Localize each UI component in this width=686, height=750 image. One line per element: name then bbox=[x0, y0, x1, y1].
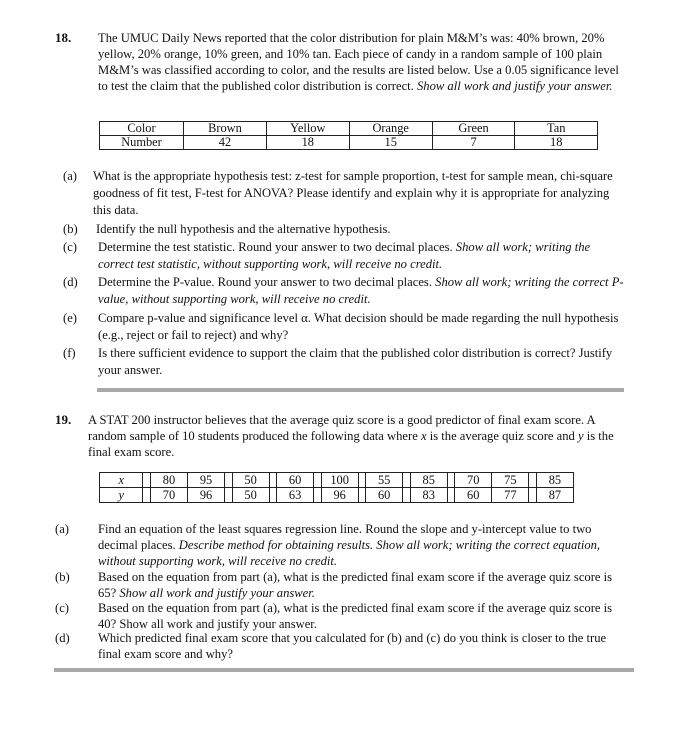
table-cell: 42 bbox=[184, 136, 267, 150]
table-cell: Yellow bbox=[266, 122, 349, 136]
part-label: (a) bbox=[55, 522, 69, 536]
table-spacer bbox=[143, 473, 150, 488]
part-text: What is the appropriate hypothesis test: z-test for sample proportion, t-test for sample mean, chi-square goodness of fit test, F-test for ANOVA? Please identify and explain why it is appropriate for analyzing this data. bbox=[93, 169, 613, 217]
table-cell: 7 bbox=[432, 136, 515, 150]
table-spacer bbox=[314, 488, 321, 503]
part-instruction: Describe method for obtaining results. Show all work; writing the correct equation, without supporting work, will receive no credit. bbox=[98, 538, 601, 568]
question-18-intro-instruction: Show all work and justify your answer. bbox=[416, 79, 613, 93]
question-18-number: 18. bbox=[55, 30, 72, 45]
table-cell: 50 bbox=[232, 473, 269, 488]
part-text: Based on the equation from part (a), what is the predicted final exam score if the average quiz score is 65? bbox=[98, 570, 613, 600]
table-cell: 60 bbox=[366, 488, 403, 503]
x-variable: x bbox=[420, 429, 427, 443]
question-19-intro-text-2: is the average quiz score and bbox=[429, 429, 575, 443]
part-instruction: Show all work; writing the correct test statistic, without supporting work, will receive no credit. bbox=[98, 240, 591, 271]
table-cell: 85 bbox=[410, 473, 447, 488]
question-19-part-b bbox=[55, 569, 633, 601]
question-18-part-e bbox=[63, 310, 633, 344]
table-cell: 95 bbox=[188, 473, 225, 488]
part-text-wrap bbox=[98, 239, 628, 273]
table-spacer bbox=[403, 473, 410, 488]
table-cell: 75 bbox=[492, 473, 529, 488]
table-cell: Brown bbox=[184, 122, 267, 136]
part-instruction: Show all work; writing the correct P-value, without supporting work, will receive no credit. bbox=[98, 275, 624, 306]
section-divider bbox=[54, 668, 634, 672]
table-row bbox=[100, 488, 574, 503]
table-cell: 87 bbox=[536, 488, 573, 503]
question-19-part-a bbox=[55, 521, 633, 573]
table-row-header: x bbox=[100, 473, 143, 488]
table-spacer bbox=[314, 473, 321, 488]
table-spacer bbox=[358, 488, 365, 503]
part-text: Identify the null hypothesis and the alternative hypothesis. bbox=[96, 222, 391, 236]
part-label: (d) bbox=[63, 275, 78, 289]
table-cell: Green bbox=[432, 122, 515, 136]
part-text: Determine the P-value. Round your answer to two decimal places. bbox=[98, 275, 432, 289]
part-text: Is there sufficient evidence to support the claim that the published color distribution is correct? Justify your answer. bbox=[98, 346, 613, 377]
quiz-exam-table bbox=[99, 472, 574, 503]
table-cell: Orange bbox=[349, 122, 432, 136]
table-cell: 55 bbox=[366, 473, 403, 488]
part-label: (b) bbox=[63, 222, 78, 236]
table-row bbox=[100, 473, 574, 488]
question-18-part-d bbox=[63, 274, 633, 308]
table-cell: 85 bbox=[536, 473, 573, 488]
part-label: (c) bbox=[55, 601, 69, 615]
part-label: (e) bbox=[63, 311, 77, 325]
part-instruction: Show all work and justify your answer. bbox=[119, 586, 315, 600]
table-spacer bbox=[225, 488, 232, 503]
table-spacer bbox=[403, 488, 410, 503]
table-row-header: y bbox=[100, 488, 143, 503]
table-cell: 80 bbox=[150, 473, 187, 488]
y-variable: y bbox=[578, 429, 584, 443]
question-18-intro-text: The UMUC Daily News reported that the color distribution for plain M&M’s was: 40% brown, 20% yellow, 20% orange, 10% green, and 10% tan. Each piece of candy in a random sample of 100 plain M&M’s was classified according to color, and the results are listed below. Use a 0.05 significance level to test the claim that the published color distribution is correct. bbox=[98, 31, 619, 93]
section-divider bbox=[97, 388, 624, 392]
part-text: Which predicted final exam score that you calculated for (b) and (c) do you think is closer to the true final exam score and why? bbox=[98, 631, 607, 661]
table-row bbox=[100, 136, 598, 150]
part-label: (f) bbox=[63, 346, 76, 360]
table-spacer bbox=[143, 488, 150, 503]
table-row-header: Number bbox=[100, 136, 184, 150]
part-label: (c) bbox=[63, 240, 77, 254]
part-text: Based on the equation from part (a), what is the predicted final exam score if the average quiz score is 40? Show all work and justify your answer. bbox=[98, 601, 613, 631]
question-18-part-b bbox=[63, 221, 633, 238]
question-19-intro-text-3: is the final exam score. bbox=[88, 429, 614, 459]
part-text-wrap bbox=[98, 521, 623, 569]
table-spacer bbox=[358, 473, 365, 488]
mm-color-table bbox=[99, 121, 598, 150]
part-text-wrap bbox=[98, 569, 623, 601]
question-19-intro bbox=[88, 412, 628, 460]
part-text: Determine the test statistic. Round your answer to two decimal places. bbox=[98, 240, 453, 254]
table-cell: 60 bbox=[277, 473, 314, 488]
table-cell: 77 bbox=[492, 488, 529, 503]
question-19-part-c bbox=[55, 600, 633, 632]
table-cell: 63 bbox=[277, 488, 314, 503]
part-label: (a) bbox=[63, 169, 77, 183]
table-spacer bbox=[269, 473, 276, 488]
table-cell: 60 bbox=[455, 488, 492, 503]
table-cell: 18 bbox=[515, 136, 598, 150]
table-spacer bbox=[529, 473, 536, 488]
question-18-part-a bbox=[63, 168, 633, 220]
table-spacer bbox=[269, 488, 276, 503]
part-label: (b) bbox=[55, 570, 70, 584]
part-text: Find an equation of the least squares regression line. Round the slope and y-intercept value to two decimal places. bbox=[98, 522, 592, 552]
table-cell: 70 bbox=[150, 488, 187, 503]
part-text-wrap bbox=[98, 274, 628, 308]
part-label: (d) bbox=[55, 631, 70, 645]
question-19-part-d bbox=[55, 630, 633, 662]
table-spacer bbox=[447, 488, 454, 503]
table-cell: 50 bbox=[232, 488, 269, 503]
table-cell: 18 bbox=[266, 136, 349, 150]
question-19-intro-text-1: A STAT 200 instructor believes that the average quiz score is a good predictor of final exam score. A random sample of 10 students produced the following data where bbox=[88, 413, 595, 443]
table-cell: 100 bbox=[321, 473, 358, 488]
question-18-part-c bbox=[63, 239, 633, 273]
table-spacer bbox=[529, 488, 536, 503]
table-spacer bbox=[447, 473, 454, 488]
table-cell: 96 bbox=[188, 488, 225, 503]
table-cell: 15 bbox=[349, 136, 432, 150]
question-19-number: 19. bbox=[55, 412, 72, 427]
table-cell: 70 bbox=[455, 473, 492, 488]
table-row-header: Color bbox=[100, 122, 184, 136]
part-text: Compare p-value and significance level α. What decision should be made regarding the null hypothesis (e.g., reject or fail to reject) and why? bbox=[98, 311, 619, 342]
table-spacer bbox=[225, 473, 232, 488]
table-cell: 83 bbox=[410, 488, 447, 503]
table-row bbox=[100, 122, 598, 136]
question-18-intro bbox=[98, 30, 622, 94]
table-cell: 96 bbox=[321, 488, 358, 503]
table-cell: Tan bbox=[515, 122, 598, 136]
question-18-part-f bbox=[63, 345, 633, 379]
